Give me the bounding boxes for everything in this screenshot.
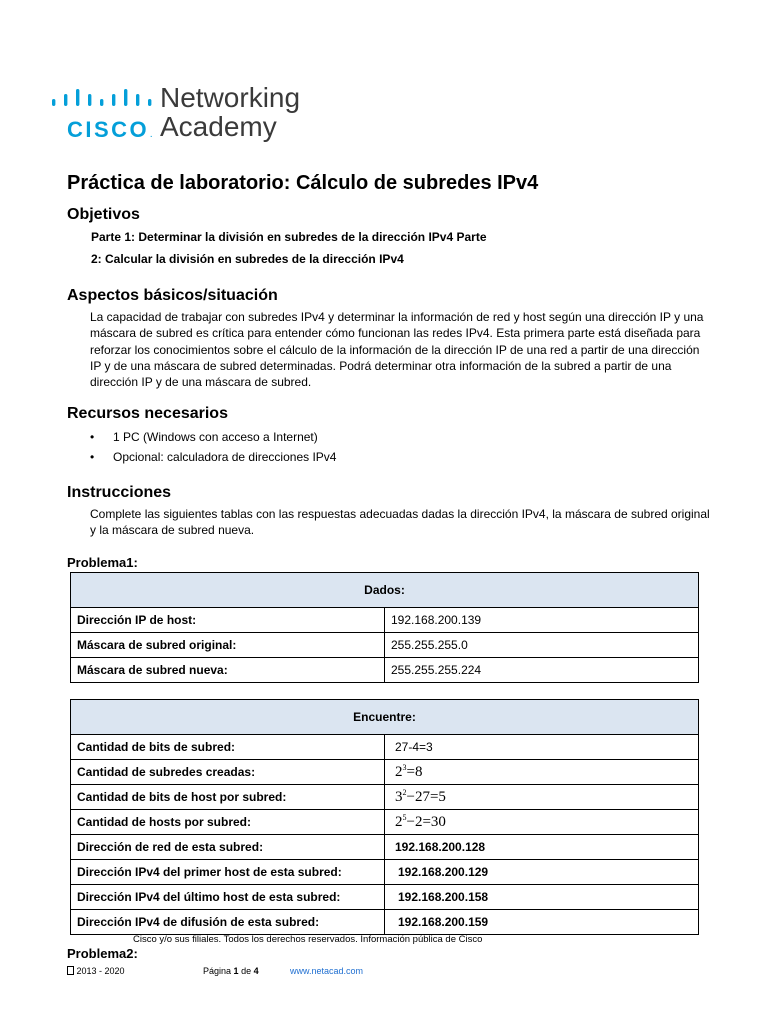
find-table: [70, 699, 699, 935]
background-paragraph: La capacidad de trabajar con subredes IPv4 y determinar la información de red y host según una dirección IP y una máscara de subred es crítica para entender cómo funcionan las redes IPv4. Esta primera parte está diseñada para reforzar los conocimientos sobre el cálculo de la información de la dirección IP de una red a partir de una dirección IP y de una máscara de subred determinadas. Podrá determinar otra información de la subred a partir de una dirección IP y de una máscara de subred.: [90, 310, 704, 390]
table-row: [71, 785, 699, 810]
table-row: [71, 860, 699, 885]
problem2-label: Problema2:: [67, 946, 138, 961]
find-value-formula: $3^2-27=5$: [385, 785, 699, 810]
find-label: Cantidad de bits de host por subred:: [71, 785, 385, 810]
footer-years: 2013 - 2020: [67, 966, 125, 976]
find-label: Cantidad de bits de subred:: [71, 735, 385, 760]
footer-link[interactable]: www.netacad.com: [290, 966, 364, 976]
page-title: Práctica de laboratorio: Cálculo de subredes IPv4: [67, 172, 539, 194]
given-value: 255.255.255.224: [385, 658, 699, 683]
objectives-heading: Objetivos: [67, 206, 140, 223]
find-label: Dirección IPv4 del primer host de esta subred:: [71, 860, 385, 885]
given-label: Máscara de subred nueva:: [71, 658, 385, 683]
instructions-heading: Instrucciones: [67, 484, 172, 501]
table-row: [71, 760, 699, 785]
find-value: 192.168.200.159: [385, 910, 699, 935]
find-label: Dirección IPv4 del último host de esta subred:: [71, 885, 385, 910]
logo-academy: Academy: [160, 111, 277, 142]
background-heading: Aspectos básicos/situación: [67, 287, 278, 304]
bullet-icon: •: [90, 450, 95, 464]
resources-heading: Recursos necesarios: [67, 405, 228, 422]
find-label: Cantidad de hosts por subred:: [71, 810, 385, 835]
objective-item: 2: Calcular la división en subredes de la dirección IPv4: [91, 252, 404, 266]
cisco-bars-logo-icon: [52, 86, 152, 110]
find-label: Dirección IPv4 de difusión de esta subred:: [71, 910, 385, 935]
cisco-wordmark: CISCO.: [67, 117, 153, 142]
footer-page-number: Página 1 de 4: [203, 966, 259, 976]
find-label: Dirección de red de esta subred:: [71, 835, 385, 860]
resource-item: 1 PC (Windows con acceso a Internet): [113, 430, 318, 444]
find-table-header: Encuentre:: [71, 700, 699, 735]
find-label: Cantidad de subredes creadas:: [71, 760, 385, 785]
given-value: 192.168.200.139: [385, 608, 699, 633]
footer-copyright: Cisco y/o sus filiales. Todos los derechos reservados. Información pública de Cisco: [133, 934, 483, 945]
table-row: [71, 658, 699, 683]
instructions-paragraph: Complete las siguientes tablas con las respuestas adecuadas dadas la dirección IPv4, la máscara de subred original y la máscara de subred nueva.: [90, 507, 710, 538]
table-row: [71, 633, 699, 658]
copyright-icon: [67, 966, 74, 975]
find-value: 192.168.200.158: [385, 885, 699, 910]
given-table: [70, 572, 699, 683]
problem1-label: Problema1:: [67, 555, 138, 570]
given-label: Dirección IP de host:: [71, 608, 385, 633]
find-value-formula: $2^5-2=30$: [385, 810, 699, 835]
objective-item: Parte 1: Determinar la división en subredes de la dirección IPv4 Parte: [91, 230, 487, 244]
table-row: [71, 885, 699, 910]
find-value: 27-4=3: [385, 735, 699, 760]
table-row: [71, 735, 699, 760]
find-value: 192.168.200.129: [385, 860, 699, 885]
table-row: [71, 608, 699, 633]
given-value: 255.255.255.0: [385, 633, 699, 658]
find-value-formula: $2^3=8$: [385, 760, 699, 785]
bullet-icon: •: [90, 430, 95, 444]
logo-networking: Networking: [160, 82, 301, 113]
table-row: [71, 835, 699, 860]
resource-item: Opcional: calculadora de direcciones IPv4: [113, 450, 337, 464]
find-value: 192.168.200.128: [385, 835, 699, 860]
given-label: Máscara de subred original:: [71, 633, 385, 658]
table-row: [71, 810, 699, 835]
given-table-header: Dados:: [71, 573, 699, 608]
table-row: [71, 910, 699, 935]
